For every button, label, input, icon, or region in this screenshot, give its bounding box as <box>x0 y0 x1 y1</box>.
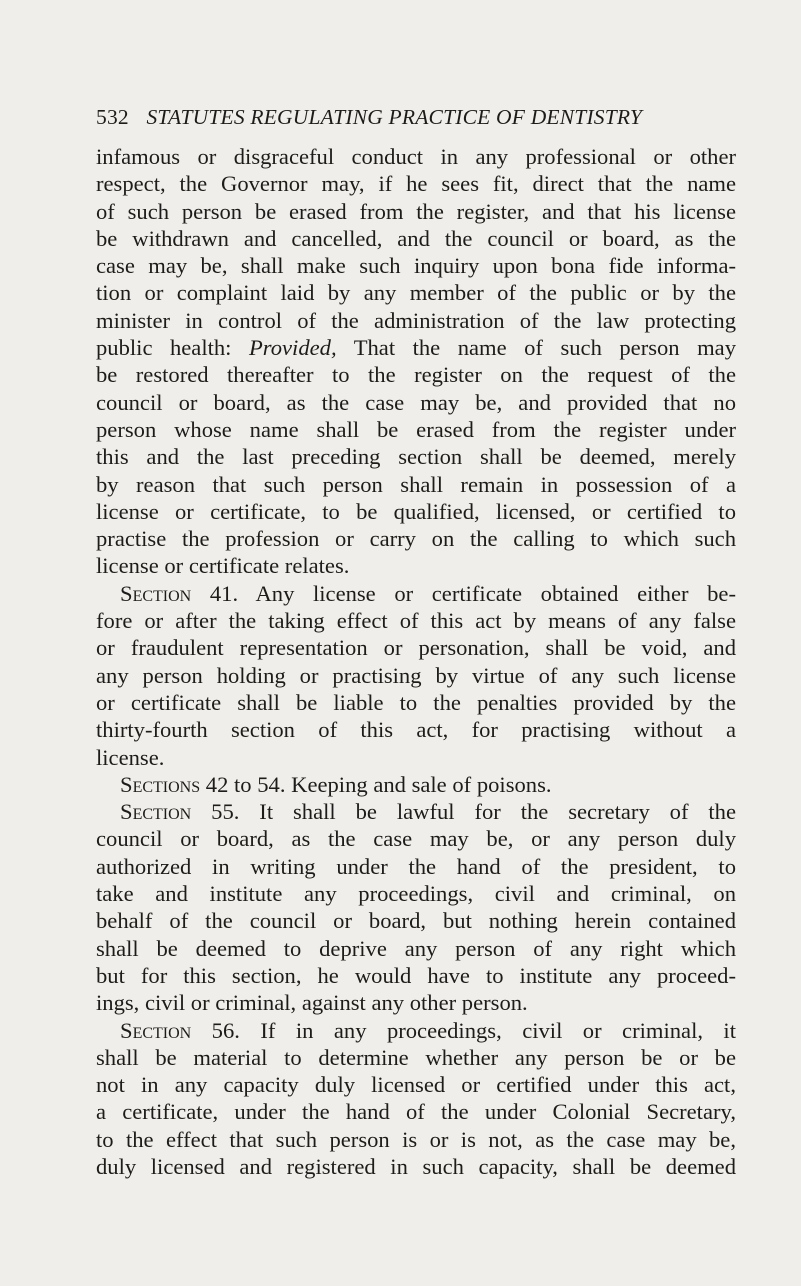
text-line <box>96 1126 736 1153</box>
text-line <box>96 198 736 225</box>
text-line <box>96 471 736 498</box>
text-span: practise the profession or carry on the calling to which such <box>96 526 736 552</box>
text-span: council or board, as the case may be, or any person duly <box>96 826 736 852</box>
text-span: any person holding or practising by virtue of any such license <box>96 662 736 688</box>
text-line <box>96 334 736 361</box>
body-text <box>96 143 736 1180</box>
text-line <box>96 170 736 197</box>
text-span: shall be material to determine whether any person be or be <box>96 1044 736 1070</box>
text-span: 41. Any license or certificate obtained either be- <box>191 580 736 606</box>
text-line <box>96 907 736 934</box>
text-span: be restored thereafter to the register on the request of the <box>96 362 736 388</box>
text-line <box>96 825 736 852</box>
page-number: 532 <box>96 105 129 129</box>
text-span: That the name of such person may <box>336 335 736 361</box>
text-line <box>96 771 736 798</box>
text-line <box>96 552 736 579</box>
text-span: by reason that such person shall remain in possession of a <box>96 471 736 497</box>
text-span: ings, civil or criminal, against any other person. <box>96 990 528 1016</box>
text-line <box>96 307 736 334</box>
text-line <box>96 525 736 552</box>
text-line <box>96 662 736 689</box>
text-line <box>96 279 736 306</box>
text-span: take and institute any proceedings, civil and criminal, on <box>96 881 736 907</box>
text-span: 56. If in any proceedings, civil or criminal, it <box>191 1017 736 1043</box>
text-line <box>96 607 736 634</box>
text-line <box>96 716 736 743</box>
text-span: this and the last preceding section shall be deemed, merely <box>96 444 736 470</box>
text-line <box>96 1071 736 1098</box>
text-span: license or certificate relates. <box>96 553 350 579</box>
text-span: but for this section, he would have to institute any proceed- <box>96 962 736 988</box>
text-span: 55. It shall be lawful for the secretary of the <box>191 799 736 825</box>
text-line <box>96 361 736 388</box>
section-label: Section <box>120 1017 192 1043</box>
text-span: or fraudulent representation or personation, shall be void, and <box>96 635 736 661</box>
text-span: respect, the Governor may, if he sees fit, direct that the name <box>96 171 736 197</box>
text-span: duly licensed and registered in such capacity, shall be deemed <box>96 1153 736 1179</box>
text-span: person whose name shall be erased from the register under <box>96 416 736 442</box>
text-line <box>96 962 736 989</box>
text-span: public health: <box>96 335 249 361</box>
text-span: council or board, as the case may be, and provided that no <box>96 389 736 415</box>
text-span: a certificate, under the hand of the under Colonial Secretary, <box>96 1099 736 1125</box>
text-line <box>96 580 736 607</box>
text-line <box>96 416 736 443</box>
text-line <box>96 252 736 279</box>
text-span: or certificate shall be liable to the penalties provided by the <box>96 689 736 715</box>
text-span: fore or after the taking effect of this act by means of any false <box>96 608 736 634</box>
text-line <box>96 689 736 716</box>
text-span: of such person be erased from the register, and that his license <box>96 198 736 224</box>
text-span: authorized in writing under the hand of the president, to <box>96 853 736 879</box>
text-line <box>96 443 736 470</box>
text-line <box>96 989 736 1016</box>
text-span: shall be deemed to deprive any person of any right which <box>96 935 736 961</box>
text-line <box>96 143 736 170</box>
section-label: Section <box>120 580 192 606</box>
section-label: Sections <box>120 771 201 797</box>
text-line <box>96 880 736 907</box>
text-span: case may be, shall make such inquiry upon bona fide informa- <box>96 253 736 279</box>
running-header <box>96 105 736 130</box>
text-line <box>96 798 736 825</box>
text-span: infamous or disgraceful conduct in any professional or other <box>96 144 736 169</box>
text-span: minister in control of the administration of the law protecting <box>96 307 736 333</box>
text-span: tion or complaint laid by any member of the public or by the <box>96 280 736 306</box>
text-line <box>96 225 736 252</box>
text-span: thirty-fourth section of this act, for practising without a <box>96 717 736 743</box>
text-line <box>96 1098 736 1125</box>
text-line <box>96 853 736 880</box>
text-line <box>96 744 736 771</box>
text-line <box>96 634 736 661</box>
text-span: behalf of the council or board, but nothing herein contained <box>96 908 736 934</box>
text-span: license or certificate, to be qualified, licensed, or certified to <box>96 498 736 524</box>
text-line <box>96 1153 736 1180</box>
text-line <box>96 935 736 962</box>
text-line <box>96 389 736 416</box>
text-line <box>96 1017 736 1044</box>
text-span: license. <box>96 744 165 770</box>
text-line <box>96 1044 736 1071</box>
text-span: 42 to 54. Keeping and sale of poisons. <box>200 771 552 797</box>
running-title: STATUTES REGULATING PRACTICE OF DENTISTRY <box>146 105 643 129</box>
text-line <box>96 498 736 525</box>
italic-term: Provided, <box>248 335 337 361</box>
section-label: Section <box>120 799 192 825</box>
text-span: not in any capacity duly licensed or certified under this act, <box>96 1072 736 1098</box>
text-span: be withdrawn and cancelled, and the council or board, as the <box>96 225 736 251</box>
text-span: to the effect that such person is or is not, as the case may be, <box>96 1126 736 1152</box>
